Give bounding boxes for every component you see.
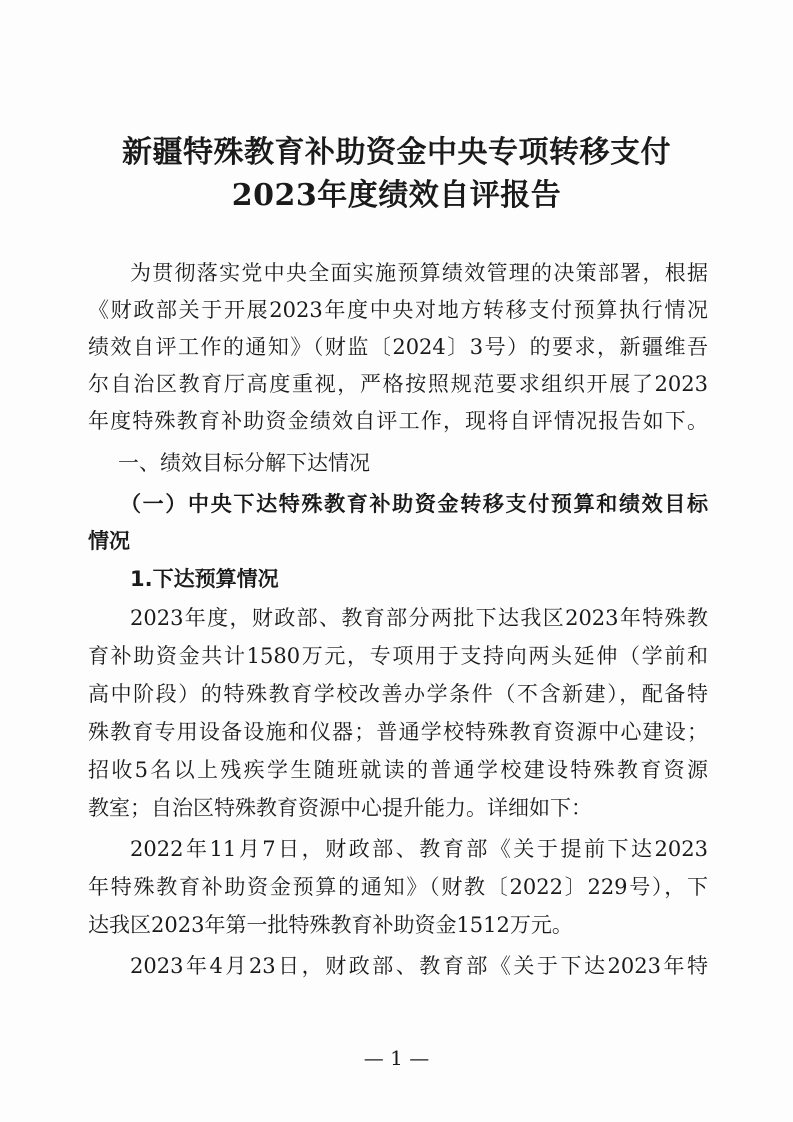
intro-line: 年度特殊教育补助资金绩效自评工作，现将自评情况报告如下。 [88,409,708,433]
paragraph-line: 2023年4月23日，财政部、教育部《关于下达2023年特 [130,954,708,978]
item-heading: 1.下达预算情况 [130,567,279,591]
page-number: — 1 — [363,1046,430,1070]
paragraph-line: 招收5名以上残疾学生随班就读的普通学校建设特殊教育资源 [88,758,708,782]
intro-line: 为贯彻落实党中央全面实施预算绩效管理的决策部署，根据 [130,261,708,285]
paragraph-line: 达我区2023年第一批特殊教育补助资金1512万元。 [88,913,573,937]
paragraph-line: 殊教育专用设备设施和仪器；普通学校特殊教育资源中心建设； [88,720,708,744]
paragraph-line: 高中阶段）的特殊教育学校改善办学条件（不含新建），配备特 [88,682,708,706]
paragraph-line: 2022年11月7日，财政部、教育部《关于提前下达2023 [130,837,708,861]
paragraph-line: 年特殊教育补助资金预算的通知》（财教〔2022〕229号），下 [88,875,708,899]
paragraph-line: 2023年度，财政部、教育部分两批下达我区2023年特殊教 [130,606,708,630]
section-heading: 一、绩效目标分解下达情况 [118,451,370,475]
subsection-heading-continuation: 情况 [88,528,130,553]
document-title-line-1: 新疆特殊教育补助资金中央专项转移支付 [122,135,671,170]
intro-line: 《财政部关于开展2023年度中央对地方转移支付预算执行情况 [88,298,708,322]
paragraph-line: 育补助资金共计1580万元，专项用于支持向两头延伸（学前和 [88,644,708,668]
document-title-line-2: 2023年度绩效自评报告 [231,178,562,213]
intro-line: 绩效自评工作的通知》（财监〔2024〕3号）的要求，新疆维吾 [88,335,708,359]
subsection-heading: （一）中央下达特殊教育补助资金转移支付预算和绩效目标 [120,491,708,516]
intro-line: 尔自治区教育厅高度重视，严格按照规范要求组织开展了2023 [88,372,708,396]
paragraph-line: 教室；自治区特殊教育资源中心提升能力。详细如下： [88,796,592,820]
